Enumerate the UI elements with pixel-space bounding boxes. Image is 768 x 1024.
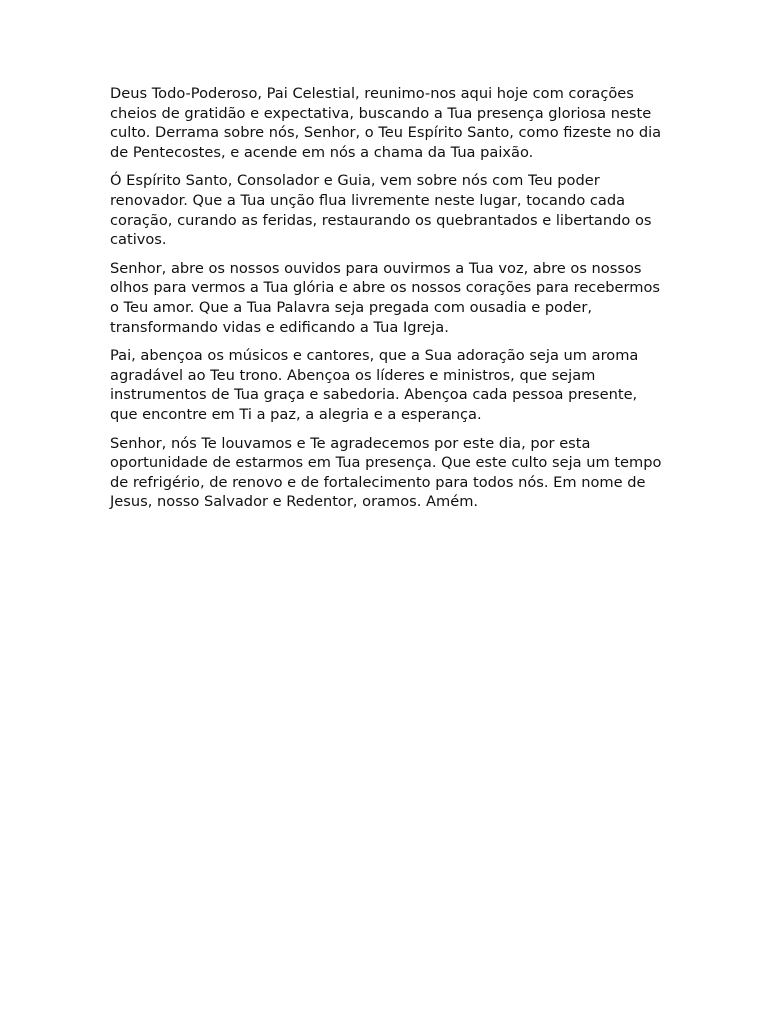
paragraph-1: Deus Todo-Poderoso, Pai Celestial, reunimo-nos aqui hoje com corações cheios de gratidão e expectativa, buscando a Tua presença gloriosa neste culto. Derrama sobre nós, Senhor, o Teu Espírito Santo, como fizeste no dia de Pentecostes, e acende em nós a chama da Tua paixão.: [110, 85, 662, 161]
paragraph-2: Ó Espírito Santo, Consolador e Guia, vem sobre nós com Teu poder renovador. Que a Tua unção flua livremente neste lugar, tocando cada coração, curando as feridas, restaurando os quebrantados e libertando os cativos.: [110, 172, 652, 249]
paragraph-4: Pai, abençoa os músicos e cantores, que a Sua adoração seja um aroma agradável ao Teu trono. Abençoa os líderes e ministros, que sejam instrumentos de Tua graça e sabedoria. Abençoa cada pessoa presente, que encontre em Ti a paz, a alegria e a esperança.: [110, 347, 639, 423]
document-body: [110, 84, 662, 521]
paragraph-5: Senhor, nós Te louvamos e Te agradecemos por este dia, por esta oportunidade de estarmos em Tua presença. Que este culto seja um tempo de refrigério, de renovo e de fortalecimento para todos nós. Em nome de Jesus, nosso Salvador e Redentor, oramos. Amém.: [110, 434, 662, 511]
paragraph-3: Senhor, abre os nossos ouvidos para ouvirmos a Tua voz, abre os nossos olhos para vermos a Tua glória e abre os nossos corações para recebermos o Teu amor. Que a Tua Palavra seja pregada com ousadia e poder, transformando vidas e edificando a Tua Igreja.: [110, 259, 661, 336]
